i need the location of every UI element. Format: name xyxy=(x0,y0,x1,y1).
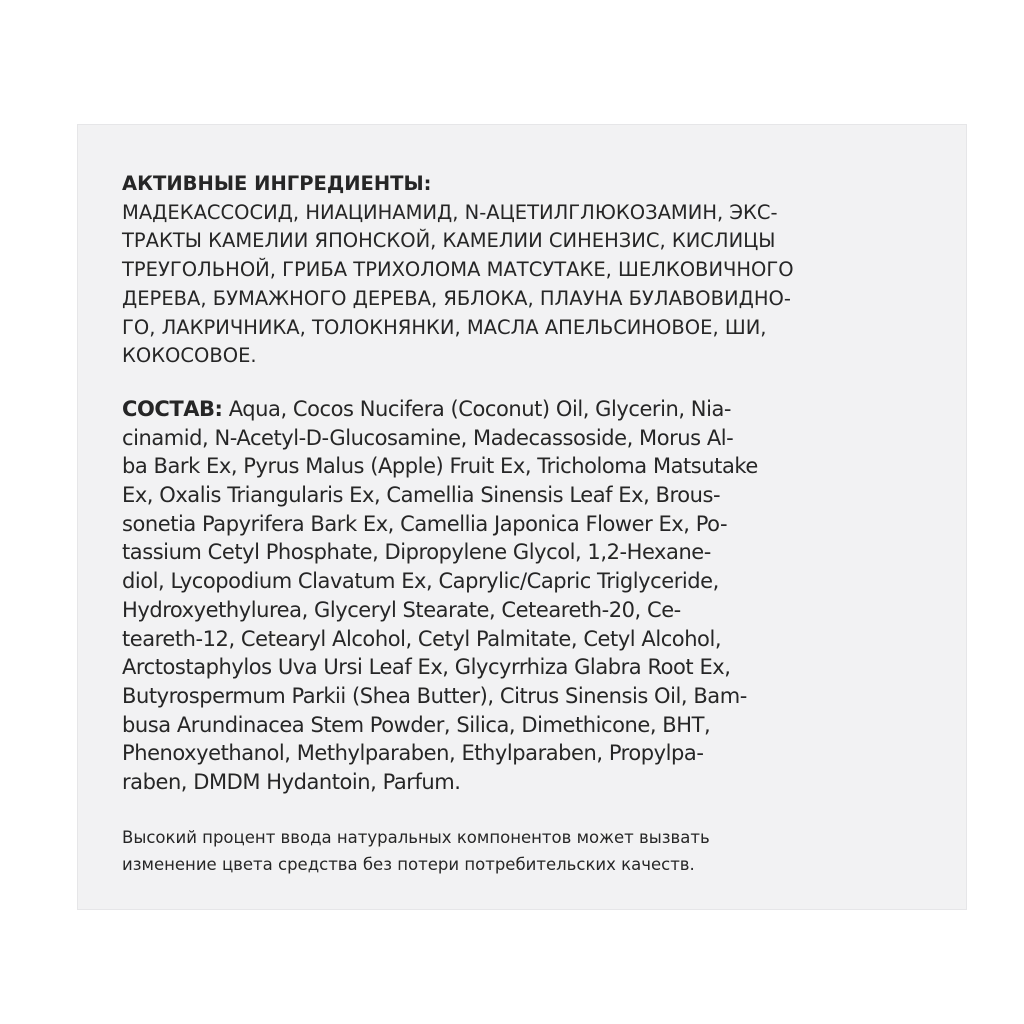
composition-line: raben, DMDM Hydantoin, Parfum. xyxy=(122,770,461,795)
composition-section xyxy=(122,395,922,797)
composition-line: diol, Lycopodium Clavatum Ex, Caprylic/Capric Triglyceride, xyxy=(122,569,719,594)
composition-line: Hydroxyethylurea, Glyceryl Stearate, Ceteareth-20, Ce- xyxy=(122,597,681,622)
composition-first-line-text: Aqua, Cocos Nucifera (Coconut) Oil, Glycerin, Nia- xyxy=(222,396,731,421)
active-ingredients-section xyxy=(122,170,922,371)
active-ingredients-line: ТРАКТЫ КАМЕЛИИ ЯПОНСКОЙ, КАМЕЛИИ СИНЕНЗИС, КИСЛИЦЫ xyxy=(122,229,776,253)
active-ingredients-line: ГО, ЛАКРИЧНИКА, ТОЛОКНЯНКИ, МАСЛА АПЕЛЬСИНОВОЕ, ШИ, xyxy=(122,315,767,339)
composition-line: busa Arundinacea Stem Powder, Silica, Dimethicone, BHT, xyxy=(122,712,711,737)
disclaimer-line: изменение цвета средства без потери потребительских качеств. xyxy=(122,854,695,874)
label-text xyxy=(122,170,922,878)
composition-label: СОСТАВ: xyxy=(122,396,223,421)
composition-line: tassium Cetyl Phosphate, Dipropylene Glycol, 1,2-Hexane- xyxy=(122,540,711,565)
active-ingredients-line: ДЕРЕВА, БУМАЖНОГО ДЕРЕВА, ЯБЛОКА, ПЛАУНА БУЛАВОВИДНО- xyxy=(122,286,791,310)
composition-line: sonetia Papyrifera Bark Ex, Camellia Japonica Flower Ex, Po- xyxy=(122,511,728,536)
composition-first-line xyxy=(122,395,922,424)
active-ingredients-line: КОКОСОВОЕ. xyxy=(122,344,257,368)
composition-line: Phenoxyethanol, Methylparaben, Ethylparaben, Propylpa- xyxy=(122,741,704,766)
composition-line: teareth-12, Cetearyl Alcohol, Cetyl Palmitate, Cetyl Alcohol, xyxy=(122,626,722,651)
disclaimer-line: Высокий процент ввода натуральных компонентов может вызвать xyxy=(122,827,710,847)
composition-line: Arctostaphylos Uva Ursi Leaf Ex, Glycyrrhiza Glabra Root Ex, xyxy=(122,655,731,680)
active-ingredients-line: ТРЕУГОЛЬНОЙ, ГРИБА ТРИХОЛОМА МАТСУТАКЕ, ШЕЛКОВИЧНОГО xyxy=(122,258,794,282)
composition-line: Butyrospermum Parkii (Shea Butter), Citrus Sinensis Oil, Bam- xyxy=(122,683,747,708)
composition-line: Ex, Oxalis Triangularis Ex, Camellia Sinensis Leaf Ex, Brous- xyxy=(122,483,721,508)
composition-line: cinamid, N-Acetyl-D-Glucosamine, Madecassoside, Morus Al- xyxy=(122,425,734,450)
composition-line: ba Bark Ex, Pyrus Malus (Apple) Fruit Ex, Tricholoma Matsutake xyxy=(122,454,758,479)
active-ingredients-heading: АКТИВНЫЕ ИНГРЕДИЕНТЫ: xyxy=(122,172,432,195)
active-ingredients-line: МАДЕКАССОСИД, НИАЦИНАМИД, N-АЦЕТИЛГЛЮКОЗАМИН, ЭКС- xyxy=(122,200,778,224)
disclaimer-note xyxy=(122,824,922,878)
